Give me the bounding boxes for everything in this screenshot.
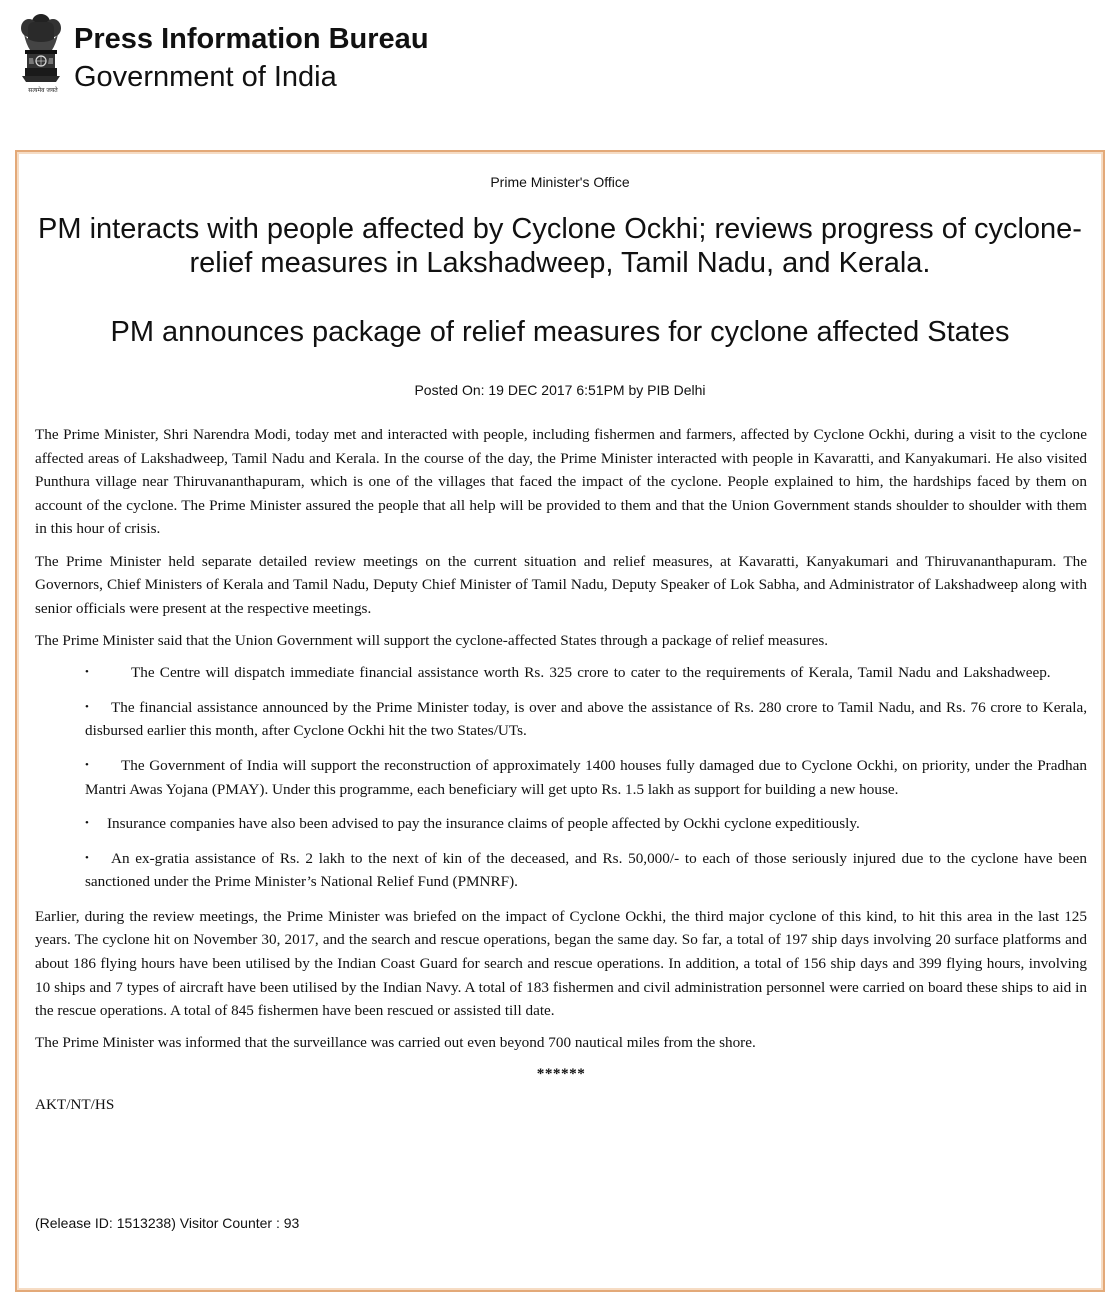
list-item-text: The financial assistance announced by the Prime Minister today, is over and above the assistance of Rs. 280 crore to Tamil Nadu, and Rs. 76 crore to Kerala, disbursed earlier this month, after Cyclone Ockhi hit the two States/UTs. — [85, 698, 1087, 740]
list-item-text: The Government of India will support the reconstruction of approximately 1400 houses fully damaged due to Cyclone Ockhi, on priority, under the Pradhan Mantri Awas Yojana (PMAY). Under this programme, each beneficiary will get upto Rs. 1.5 lakh as support for building a new house. — [85, 756, 1087, 798]
org-subtitle: Government of India — [74, 61, 337, 93]
national-emblem-icon — [14, 12, 68, 96]
bullet-icon: • — [85, 851, 89, 864]
posted-on: Posted On: 19 DEC 2017 6:51PM by PIB Delhi — [414, 382, 706, 398]
list-item-text: The Centre will dispatch immediate financial assistance worth Rs. 325 crore to cater to the requirements of Kerala, Tamil Nadu and Lakshadweep. — [131, 664, 1051, 682]
paragraph: The Prime Minister, Shri Narendra Modi, today met and interacted with people, including fishermen and farmers, affected by Cyclone Ockhi, during a visit to the cyclone affected areas of Lakshadweep, Tamil Nadu and Kerala. In the course of the day, the Prime Minister interacted with people in Kavaratti, and Kanyakumari. He also visited Punthura village near Thiruvananthapuram, which is one of the villages that faced the impact of the cyclone. People explained to him, the hardships faced by them on account of the cyclone. The Prime Minister assured the people that all help will be provided to them and that the Union Government stands shoulder to shoulder with them in this hour of crisis. — [35, 426, 1087, 538]
subheadline: PM announces package of relief measures for cyclone affected States — [110, 316, 1010, 348]
ministry-name: Prime Minister's Office — [490, 174, 630, 190]
bullet-icon: • — [85, 758, 89, 771]
paragraph: The Prime Minister said that the Union Government will support the cyclone-affected States through a package of relief measures. — [35, 631, 829, 649]
pib-header — [14, 12, 614, 102]
bullet-icon: • — [85, 700, 89, 713]
list-item — [35, 661, 1087, 685]
list-item — [35, 812, 1087, 836]
officer-initials: AKT/NT/HS — [35, 1096, 115, 1114]
paragraph: Earlier, during the review meetings, the Prime Minister was briefed on the impact of Cyclone Ockhi, the third major cyclone of this kind, to hit this area in the last 125 years. The cyclone hit on November 30, 2017, and the search and rescue operations, began the same day. So far, a total of 197 ship days involving 20 surface platforms and about 186 flying hours have been utilised by the Indian Coast Guard for search and rescue operations. In addition, a total of 156 ship days and 399 flying hours, involving 10 ships and 7 types of aircraft have been utilised by the Indian Navy. A total of 183 fishermen and civil administration personnel were carried on board these ships to aid in the rescue operations. A total of 845 fishermen have been rescued or assisted till date. — [35, 907, 1087, 1020]
release-info: (Release ID: 1513238) Visitor Counter : 93 — [35, 1215, 300, 1231]
headline: PM interacts with people affected by Cyclone Ockhi; reviews progress of cyclone-relief measures in Lakshadweep, Tamil Nadu, and Kerala. — [38, 213, 1082, 279]
relief-measures-list — [35, 661, 1087, 894]
separator: ****** — [536, 1064, 586, 1082]
bullet-icon: • — [85, 817, 89, 830]
paragraph: The Prime Minister held separate detailed review meetings on the current situation and relief measures, at Kavaratti, Kanyakumari and Thiruvananthapuram. The Governors, Chief Ministers of Kerala and Tamil Nadu, Deputy Chief Minister of Tamil Nadu, Deputy Speaker of Lok Sabha, and Administrator of Lakshadweep along with senior officials were present at the respective meetings. — [35, 552, 1087, 617]
list-item-text: Insurance companies have also been advised to pay the insurance claims of people affected by Ockhi cyclone expeditiously. — [107, 815, 860, 833]
paragraph: The Prime Minister was informed that the surveillance was carried out even beyond 700 nautical miles from the shore. — [35, 1034, 756, 1052]
press-release-frame — [15, 150, 1105, 1292]
emblem-motto: सत्यमेव जयते — [28, 87, 58, 94]
list-item — [35, 696, 1087, 743]
release-body — [35, 423, 1087, 1117]
list-item — [35, 754, 1087, 801]
list-item — [35, 847, 1087, 894]
list-item-text: An ex-gratia assistance of Rs. 2 lakh to the next of kin of the deceased, and Rs. 50,000/- to each of those seriously injured due to the cyclone have been sanctioned under the Prime Minister’s National Relief Fund (PMNRF). — [85, 849, 1087, 891]
bullet-icon: • — [85, 666, 89, 679]
org-name: Press Information Bureau — [74, 23, 429, 55]
